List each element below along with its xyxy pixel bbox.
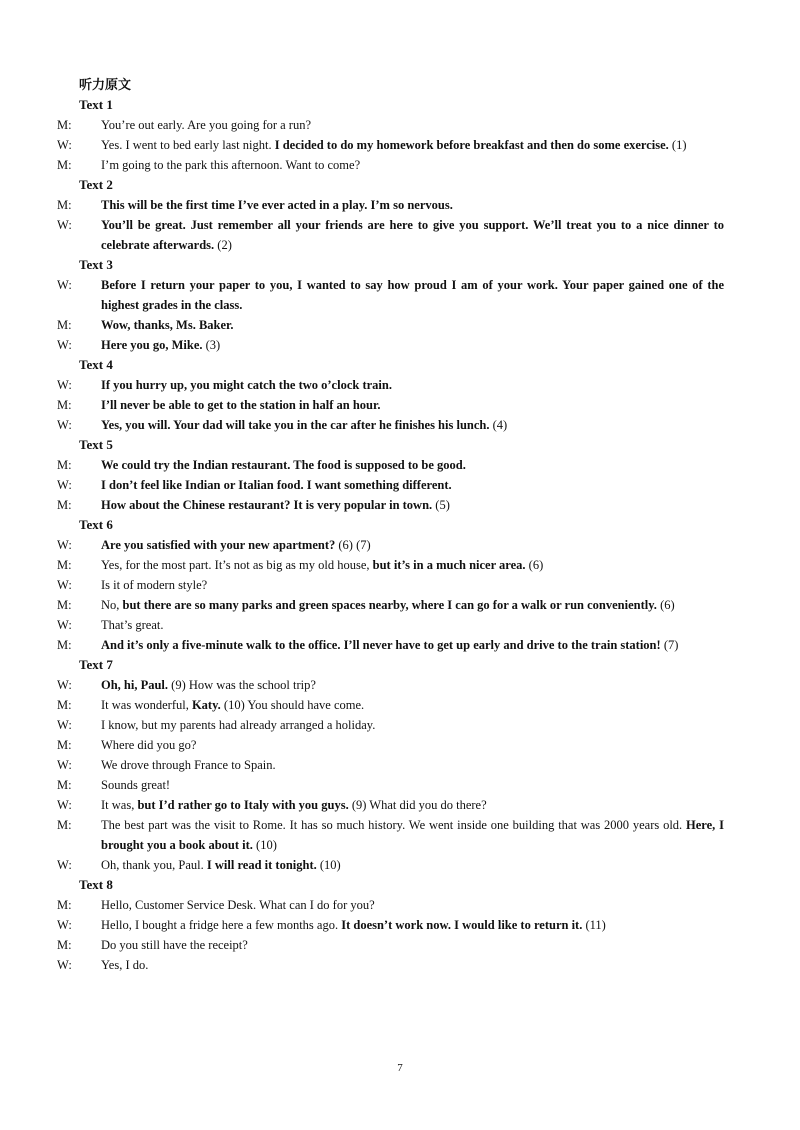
speaker-label: W: xyxy=(57,958,72,972)
dialogue-line xyxy=(57,795,724,815)
speaker-label: M: xyxy=(57,458,72,472)
section-heading: Text 5 xyxy=(79,437,113,452)
speaker-label: W: xyxy=(57,758,72,772)
dialogue-line xyxy=(57,315,724,335)
speaker-label: M: xyxy=(57,118,72,132)
line-text: Sounds great! xyxy=(101,778,171,792)
speaker-label: W: xyxy=(57,378,72,392)
line-text: (9) How was the school trip? xyxy=(168,678,316,692)
bold-text: Before I return your paper to you, I wanted to say how proud I am of your work. Your paper gained one of the highest grades in the class. xyxy=(101,278,724,312)
dialogue-line xyxy=(57,115,724,135)
dialogue-line xyxy=(57,215,724,255)
bold-text: This will be the first time I’ve ever acted in a play. I’m so nervous. xyxy=(101,198,453,212)
section-heading: Text 7 xyxy=(79,657,113,672)
dialogue-line xyxy=(57,955,724,975)
speaker-label: M: xyxy=(57,198,72,212)
line-text: Hello, Customer Service Desk. What can I do for you? xyxy=(101,898,375,912)
speaker-label: W: xyxy=(57,418,72,432)
speaker-label: W: xyxy=(57,538,72,552)
line-text: That’s great. xyxy=(101,618,164,632)
page-number: 7 xyxy=(397,1062,403,1074)
line-text: (9) What did you do there? xyxy=(348,798,487,812)
speaker-label: W: xyxy=(57,138,72,152)
line-text: I’m going to the park this afternoon. Want to come? xyxy=(101,158,361,172)
bold-text: Oh, hi, Paul. xyxy=(101,678,169,692)
speaker-label: M: xyxy=(57,778,72,792)
dialogue-line xyxy=(57,635,724,655)
section-heading: Text 4 xyxy=(79,357,113,372)
line-text: No, xyxy=(101,598,123,612)
line-text: (10) xyxy=(252,838,277,852)
bold-text: It doesn’t work now. I would like to return it. xyxy=(341,918,583,932)
section-heading: Text 3 xyxy=(79,257,113,272)
speaker-label: W: xyxy=(57,918,72,932)
line-text: (6) xyxy=(525,558,544,572)
speaker-label: M: xyxy=(57,818,72,832)
bold-text: I don’t feel like Indian or Italian food. I want something different. xyxy=(101,478,452,492)
dialogue-line xyxy=(57,915,724,935)
line-text: (10) xyxy=(316,858,341,872)
speaker-label: M: xyxy=(57,598,72,612)
line-text: (7) xyxy=(660,638,679,652)
dialogue-line xyxy=(57,335,724,355)
line-text: (11) xyxy=(582,918,606,932)
section-heading: Text 1 xyxy=(79,97,113,112)
dialogue-line xyxy=(57,455,724,475)
section-heading: Text 8 xyxy=(79,877,113,892)
line-text: It was wonderful, xyxy=(101,698,192,712)
speaker-label: W: xyxy=(57,858,72,872)
bold-text: I’ll never be able to get to the station in half an hour. xyxy=(101,398,381,412)
bold-text: If you hurry up, you might catch the two o’clock train. xyxy=(101,378,392,392)
dialogue-line xyxy=(57,415,724,435)
line-text: (6) xyxy=(656,598,675,612)
dialogue-line xyxy=(57,815,724,855)
line-text: You’re out early. Are you going for a run? xyxy=(101,118,312,132)
section-heading: Text 2 xyxy=(79,177,113,192)
speaker-label: W: xyxy=(57,338,72,352)
speaker-label: W: xyxy=(57,718,72,732)
speaker-label: M: xyxy=(57,698,72,712)
dialogue-line xyxy=(57,555,724,575)
speaker-label: W: xyxy=(57,278,72,292)
bold-text: You’ll be great. Just remember all your friends are here to give you support. We’ll treat you to a nice dinner to celebrate afterwards. xyxy=(101,218,724,252)
bold-text: Katy. xyxy=(191,698,221,712)
speaker-label: M: xyxy=(57,898,72,912)
line-text: Do you still have the receipt? xyxy=(101,938,248,952)
dialogue-line xyxy=(57,775,724,795)
speaker-label: M: xyxy=(57,638,72,652)
dialogue-line xyxy=(57,395,724,415)
bold-text: Here you go, Mike. xyxy=(101,338,203,352)
line-text: We drove through France to Spain. xyxy=(101,758,276,772)
speaker-label: M: xyxy=(57,398,72,412)
speaker-label: M: xyxy=(57,558,72,572)
line-text: (10) You should have come. xyxy=(220,698,365,712)
dialogue-line xyxy=(57,715,724,735)
line-text: Yes, for the most part. It’s not as big as my old house, xyxy=(101,558,373,572)
bold-text: but I’d rather go to Italy with you guys. xyxy=(137,798,349,812)
bold-text: How about the Chinese restaurant? It is very popular in town. xyxy=(101,498,433,512)
dialogue-line xyxy=(57,935,724,955)
line-text: Yes. I went to bed early last night. xyxy=(101,138,275,152)
dialogue-line xyxy=(57,135,724,155)
dialogue-line xyxy=(57,575,724,595)
bold-text: Yes, you will. Your dad will take you in the car after he finishes his lunch. xyxy=(101,418,490,432)
dialogue-line xyxy=(57,495,724,515)
dialogue-line xyxy=(57,535,724,555)
line-text: Hello, I bought a fridge here a few months ago. xyxy=(101,918,342,932)
line-text: (5) xyxy=(432,498,450,512)
speaker-label: W: xyxy=(57,618,72,632)
dialogue-line xyxy=(57,275,724,315)
transcript xyxy=(57,95,724,975)
speaker-label: W: xyxy=(57,798,72,812)
line-text: I know, but my parents had already arranged a holiday. xyxy=(101,718,376,732)
bold-text: I will read it tonight. xyxy=(206,858,317,872)
line-text: The best part was the visit to Rome. It has so much history. We went inside one building that was 2000 years old. xyxy=(101,818,687,832)
bold-text: And it’s only a five-minute walk to the office. I’ll never have to get up early and drive to the train station! xyxy=(101,638,661,652)
bold-text: but it’s in a much nicer area. xyxy=(372,558,526,572)
speaker-label: W: xyxy=(57,218,72,232)
bold-text: Are you satisfied with your new apartment? xyxy=(101,538,336,552)
speaker-label: W: xyxy=(57,478,72,492)
speaker-label: M: xyxy=(57,318,72,332)
line-text: It was, xyxy=(101,798,138,812)
line-text: (3) xyxy=(202,338,221,352)
document-body xyxy=(57,75,724,975)
speaker-label: W: xyxy=(57,578,72,592)
line-text: (4) xyxy=(489,418,508,432)
dialogue-line xyxy=(57,855,724,875)
line-text: Yes, I do. xyxy=(101,958,149,972)
dialogue-line xyxy=(57,595,724,615)
dialogue-line xyxy=(57,375,724,395)
dialogue-line xyxy=(57,675,724,695)
bold-text: Here, I brought you a book about it. xyxy=(101,818,724,852)
line-text: Oh, thank you, Paul. xyxy=(101,858,207,872)
dialogue-line xyxy=(57,195,724,215)
line-text: (1) xyxy=(668,138,687,152)
dialogue-line xyxy=(57,155,724,175)
line-text: Where did you go? xyxy=(101,738,197,752)
bold-text: but there are so many parks and green spaces nearby, where I can go for a walk or run conveniently. xyxy=(122,598,657,612)
section-heading: Text 6 xyxy=(79,517,113,532)
dialogue-line xyxy=(57,755,724,775)
speaker-label: M: xyxy=(57,498,72,512)
dialogue-line xyxy=(57,695,724,715)
line-text: (2) xyxy=(214,238,232,252)
speaker-label: M: xyxy=(57,738,72,752)
dialogue-line xyxy=(57,895,724,915)
page-title: 听力原文 xyxy=(79,77,132,92)
dialogue-line xyxy=(57,475,724,495)
line-text: Is it of modern style? xyxy=(101,578,208,592)
speaker-label: M: xyxy=(57,158,72,172)
dialogue-line xyxy=(57,735,724,755)
bold-text: I decided to do my homework before breakfast and then do some exercise. xyxy=(274,138,669,152)
speaker-label: M: xyxy=(57,938,72,952)
line-text: (6) (7) xyxy=(335,538,371,552)
dialogue-line xyxy=(57,615,724,635)
speaker-label: W: xyxy=(57,678,72,692)
bold-text: We could try the Indian restaurant. The food is supposed to be good. xyxy=(101,458,466,472)
bold-text: Wow, thanks, Ms. Baker. xyxy=(101,318,234,332)
